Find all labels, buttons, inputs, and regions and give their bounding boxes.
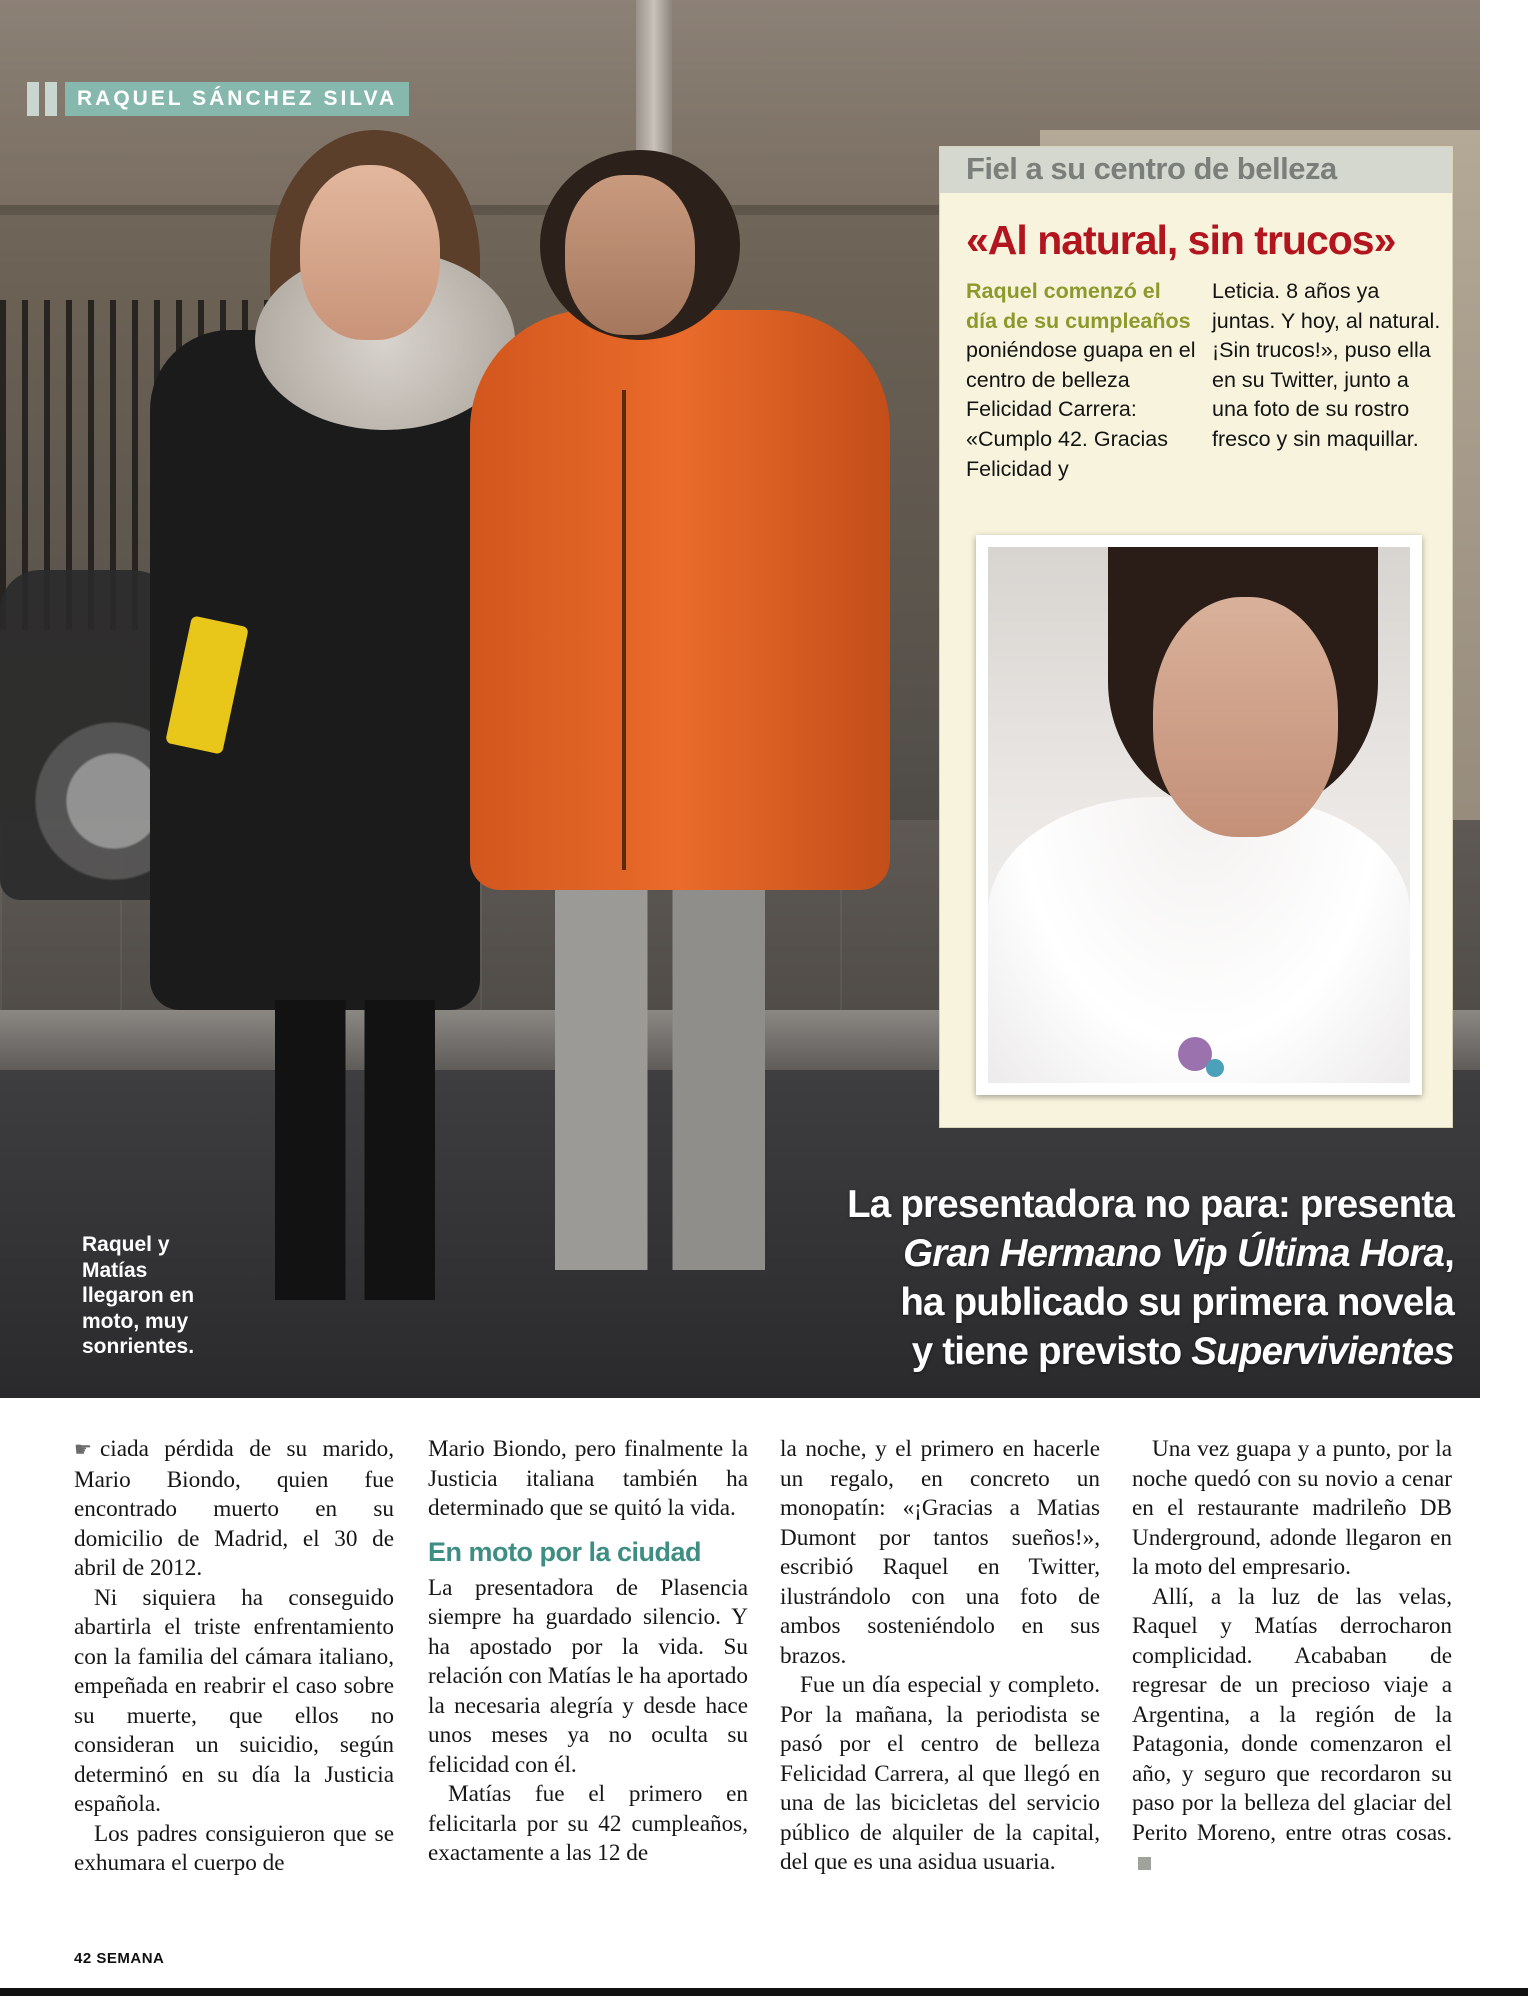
inset-col1-text: poniéndose guapa en el centro de belleza Felicidad Carrera: «Cumplo 42. Gracias Felicidad y: [966, 338, 1196, 481]
robe-logo-icon: [1206, 1059, 1224, 1077]
paragraph: La presentadora de Plasencia siempre ha guardado silencio. Y ha apostado por la vida. Su relación con Matías le ha aportado la necesaria alegría y desde hace unos meses ya no oculta su felicidad con él.: [428, 1574, 748, 1778]
section-tag-label: RAQUEL SÁNCHEZ SILVA: [65, 82, 409, 116]
page-footer: 42 SEMANA: [74, 1950, 165, 1967]
pointing-hand-icon: ☛: [74, 1439, 92, 1461]
headline-comma: ,: [1444, 1232, 1454, 1275]
man-legs: [555, 870, 765, 1270]
inset-title: «Al natural, sin trucos»: [966, 217, 1396, 263]
paragraph: Mario Biondo, pero finalmente la Justicia italiana también ha determinado que se quitó la vida.: [428, 1436, 748, 1521]
paragraph: Fue un día especial y completo. Por la mañana, la periodista se pasó por el centro de belleza Felicidad Carrera, al que llegó en una de las bicicletas del servicio público de alquiler de la capital, del que es una asidua usuaria.: [780, 1672, 1100, 1875]
body-column-1: [74, 1435, 394, 1879]
inset-kicker-bar: [940, 147, 1452, 193]
woman-legs: [275, 1000, 435, 1300]
paragraph: Matías fue el primero en felicitarla por su 42 cumpleaños, exactamente a las 12 de: [428, 1781, 748, 1866]
inset-lead: Raquel comenzó el día de su cumpleaños: [966, 279, 1191, 333]
woman-face: [300, 165, 440, 340]
end-square-icon: [1138, 1857, 1151, 1870]
headline-line-3: ha publicado su primera novela: [900, 1281, 1454, 1324]
paragraph: [74, 1435, 394, 1584]
paragraph-text: Allí, a la luz de las velas, Raquel y Matías derrocharon complicidad. Acababan de regresar de un precioso viaje a Argentina, a la región de la Patagonia, donde comenzaron el año, y seguro que recordaron su paso por la belleza del glaciar del Perito Moreno, entre otras cosas.: [1132, 1583, 1452, 1846]
jacket-zipper: [622, 390, 626, 870]
body-column-3: [780, 1435, 1100, 1878]
body-column-4: [1132, 1435, 1452, 1878]
inset-kicker: Fiel a su centro de belleza: [966, 151, 1337, 186]
photo-caption: Raquel y Matías llegaron en moto, muy sonrientes.: [82, 1233, 195, 1358]
portrait-face: [1153, 597, 1338, 837]
headline-line-4: y tiene previsto: [911, 1330, 1192, 1373]
paragraph: Ni siquiera ha conseguido abartirla el triste enfrentamiento con la familia del cámara italiano, empeñada en reabrir el caso sobre su muerte, que ellos no consideran un suicidio, según determinó en su día la Justicia española.: [74, 1584, 394, 1817]
tag-bar-icon: [27, 82, 39, 116]
headline-show-title-2: Supervivientes: [1191, 1330, 1454, 1373]
inset-column-1: [966, 277, 1196, 484]
inset-photo-image: [988, 547, 1410, 1083]
paragraph: Los padres consiguieron que se exhumara el cuerpo de: [74, 1820, 394, 1876]
paragraph: [1132, 1583, 1452, 1878]
man-orange-jacket: [470, 310, 890, 890]
footer-rule: [0, 1988, 1528, 1996]
photo-headline: [820, 1180, 1454, 1376]
section-tag: [27, 82, 409, 116]
paragraph: la noche, y el primero en hacerle un regalo, en concreto un monopatín: «¡Gracias a Matias Dumont por tantos sueños!», escribió Raquel en Twitter, ilustrándolo con una foto de ambos sosteniéndolo en sus brazos.: [780, 1436, 1100, 1669]
paragraph: Una vez guapa y a punto, por la noche quedó con su novio a cenar en el restaurante madrileño DB Underground, adonde llegaron en la moto del empresario.: [1132, 1436, 1452, 1580]
tag-bar-icon: [45, 82, 57, 116]
man-face: [565, 175, 695, 335]
inset-box: [940, 147, 1452, 1127]
headline-line-1: La presentadora no para: presenta: [847, 1183, 1454, 1226]
body-column-2: [428, 1435, 748, 1869]
inset-column-2: Leticia. 8 años ya juntas. Y hoy, al natural. ¡Sin trucos!», puso ella en su Twitter, junto a una foto de su rostro fresco y sin maquillar.: [1212, 279, 1441, 451]
inset-photo: [976, 535, 1422, 1095]
headline-show-title: Gran Hermano Vip Última Hora: [903, 1232, 1445, 1275]
subheading: En moto por la ciudad: [428, 1536, 702, 1567]
paragraph-text: ciada pérdida de su marido, Mario Biondo, quien fue encontrado muerto en su domicilio de Madrid, el 30 de abril de 2012.: [74, 1436, 394, 1581]
